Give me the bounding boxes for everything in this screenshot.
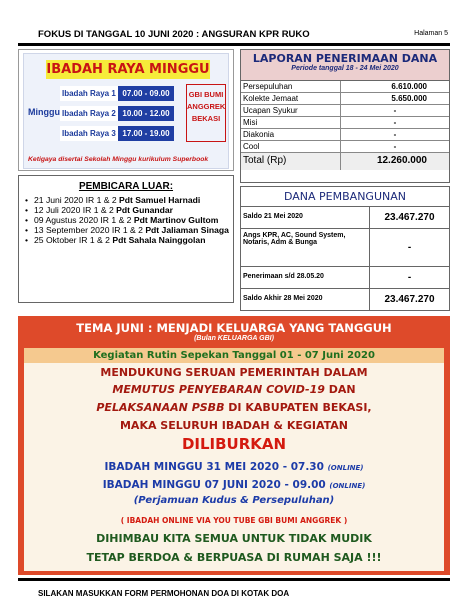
list-item bbox=[25, 215, 233, 225]
total-value: 12.260.000 bbox=[376, 155, 427, 166]
table-row bbox=[241, 129, 449, 141]
session-time: 10.00 - 12.00 bbox=[118, 106, 174, 121]
total-row bbox=[241, 153, 449, 170]
announcement-line: MENDUKUNG SERUAN PEMERINTAH DALAM bbox=[100, 366, 368, 379]
page-number: Halaman 5 bbox=[414, 30, 448, 37]
list-item bbox=[25, 195, 233, 205]
row-label: Penerimaan s/d 28.05.20 bbox=[241, 267, 370, 288]
row-value: - bbox=[393, 142, 397, 151]
dana-table bbox=[240, 186, 450, 311]
row-value: - bbox=[393, 118, 397, 127]
row-value: 23.467.270 bbox=[384, 212, 435, 223]
speaker-name: Pdt Jaliaman Sinaga bbox=[145, 225, 229, 235]
table-row bbox=[241, 117, 449, 129]
list-item bbox=[25, 235, 233, 245]
table-row bbox=[241, 267, 449, 289]
row-label: Angs KPR, AC, Sound System, Notaris, Adm & Bunga bbox=[241, 229, 370, 266]
page-header bbox=[18, 26, 450, 46]
sunday-school-note: Ketigaya disertai Sekolah Minggu kurikulum Superbook bbox=[28, 156, 209, 163]
church-line: BEKASI bbox=[191, 114, 221, 123]
speaker-date: 12 Juli 2020 IR 1 & 2 bbox=[34, 205, 117, 215]
list-item bbox=[25, 225, 233, 235]
service-note: (Perjamuan Kudus & Persepuluhan) bbox=[133, 495, 335, 506]
speaker-name: Pdt Martinov Gultom bbox=[133, 215, 219, 225]
laporan-period: Periode tanggal 18 - 24 Mei 2020 bbox=[291, 65, 399, 72]
row-value: 23.467.270 bbox=[384, 294, 435, 305]
row-label: Misi bbox=[241, 117, 341, 128]
announcement-box bbox=[24, 349, 444, 571]
pembicara-title: PEMBICARA LUAR: bbox=[78, 181, 174, 192]
table-row bbox=[241, 141, 449, 153]
row-label: Kolekte Jemaat bbox=[241, 93, 341, 104]
ibadah-title: IBADAH RAYA MINGGU bbox=[46, 62, 210, 77]
header-title: FOKUS DI TANGGAL 10 JUNI 2020 : ANGSURAN KPR RUKO bbox=[38, 29, 310, 40]
tema-subtitle: (Bulan KELUARGA GBI) bbox=[194, 335, 274, 342]
dibliburkan-text: DILIBURKAN bbox=[181, 435, 287, 453]
row-label: Saldo 21 Mei 2020 bbox=[241, 207, 370, 228]
pembicara-panel bbox=[18, 175, 234, 303]
kegiatan-banner: Kegiatan Rutin Sepekan Tanggal 01 - 07 Juni 2020 bbox=[24, 348, 444, 363]
row-label: Ucapan Syukur bbox=[241, 105, 341, 116]
church-line: ANGGREK bbox=[187, 102, 226, 111]
row-label: Persepuluhan bbox=[241, 81, 341, 92]
church-name bbox=[186, 84, 226, 142]
speaker-date: 21 Juni 2020 IR 1 & 2 bbox=[34, 195, 120, 205]
covid-text: MEMUTUS PENYEBARAN COVID-19 bbox=[112, 383, 325, 396]
speaker-date: 09 Agustus 2020 IR 1 & 2 bbox=[34, 215, 134, 225]
speaker-date: 25 Oktober IR 1 & 2 bbox=[34, 235, 113, 245]
list-item bbox=[25, 205, 233, 215]
announcement-line bbox=[24, 383, 444, 396]
session-label: Ibadah Raya 2 bbox=[60, 106, 118, 121]
online-tag: (ONLINE) bbox=[329, 482, 366, 490]
appeal-line: DIHIMBAU KITA SEMUA UNTUK TIDAK MUDIK bbox=[96, 532, 372, 545]
laporan-title: LAPORAN PENERIMAAN DANA bbox=[252, 52, 438, 65]
announcement-line bbox=[24, 401, 444, 414]
laporan-header bbox=[241, 50, 449, 81]
appeal-line: TETAP BERDOA & BERPUASA DI RUMAH SAJA !!! bbox=[86, 551, 382, 564]
row-value: - bbox=[393, 106, 397, 115]
tema-title: TEMA JUNI : MENJADI KELUARGA YANG TANGGUH bbox=[76, 321, 392, 335]
row-value: - bbox=[393, 130, 397, 139]
row-label: Saldo Akhir 28 Mei 2020 bbox=[241, 289, 370, 310]
service-line bbox=[24, 479, 444, 491]
session-label: Ibadah Raya 1 bbox=[60, 86, 118, 101]
session-time: 17.00 - 19.00 bbox=[118, 126, 174, 141]
psbb-text: PELAKSANAAN PSBB bbox=[96, 401, 225, 414]
service-text: IBADAH MINGGU 07 JUNI 2020 - 09.00 bbox=[102, 479, 330, 491]
row-label: Diakonia bbox=[241, 129, 341, 140]
covid-text-tail: DAN bbox=[324, 383, 356, 396]
row-label: Cool bbox=[241, 141, 341, 152]
ibadah-day: Minggu bbox=[28, 107, 60, 117]
table-row bbox=[241, 81, 449, 93]
row-value: - bbox=[407, 272, 412, 283]
table-row bbox=[241, 93, 449, 105]
row-value: 6.610.000 bbox=[391, 82, 427, 91]
tema-panel bbox=[18, 316, 450, 575]
table-row bbox=[241, 105, 449, 117]
total-label: Total (Rp) bbox=[241, 153, 341, 170]
service-line bbox=[24, 461, 444, 473]
table-row bbox=[241, 229, 449, 267]
pembicara-list bbox=[25, 195, 233, 245]
session-label: Ibadah Raya 3 bbox=[60, 126, 118, 141]
speaker-date: 13 September 2020 IR 1 & 2 bbox=[34, 225, 146, 235]
speaker-name: Pdt Sahala Nainggolan bbox=[112, 235, 206, 245]
table-row bbox=[241, 207, 449, 229]
speaker-name: Pdt Samuel Harnadi bbox=[119, 195, 201, 205]
ibadah-inner bbox=[23, 53, 229, 169]
online-tag: (ONLINE) bbox=[327, 464, 364, 472]
session-time: 07.00 - 09.00 bbox=[118, 86, 174, 101]
psbb-text-tail: DI KABUPATEN BEKASI, bbox=[224, 401, 372, 414]
announcement-line: MAKA SELURUH IBADAH & KEGIATAN bbox=[119, 419, 349, 432]
service-text: IBADAH MINGGU 31 MEI 2020 - 07.30 bbox=[104, 461, 328, 473]
row-value: - bbox=[407, 242, 412, 253]
footer-note: SILAKAN MASUKKAN FORM PERMOHONAN DOA DI KOTAK DOA bbox=[18, 578, 450, 598]
church-line: GBI BUMI bbox=[188, 90, 224, 99]
row-value: 5.650.000 bbox=[391, 94, 427, 103]
dana-title: DANA PEMBANGUNAN bbox=[241, 187, 449, 207]
speaker-name: Pdt Gunandar bbox=[116, 205, 173, 215]
online-note: ( IBADAH ONLINE VIA YOU TUBE GBI BUMI ANGGREK ) bbox=[120, 516, 348, 525]
ibadah-panel bbox=[18, 49, 234, 171]
table-row bbox=[241, 289, 449, 310]
laporan-table bbox=[240, 49, 450, 183]
